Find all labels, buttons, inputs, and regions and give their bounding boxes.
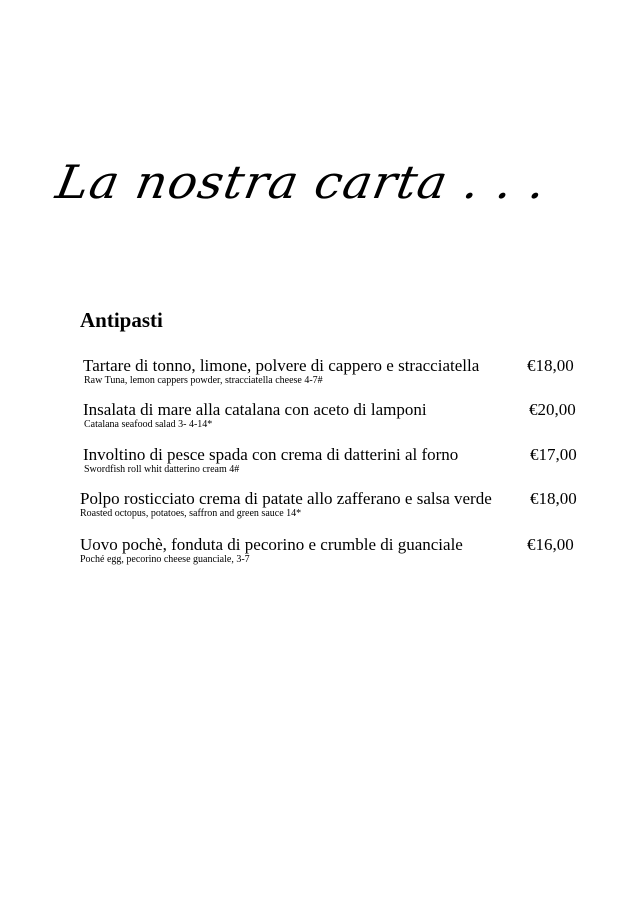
item-price: €16,00 bbox=[527, 535, 574, 554]
item-description: Roasted octopus, potatoes, saffron and green sauce 14* bbox=[80, 508, 302, 519]
item-description: Catalana seafood salad 3- 4-14* bbox=[84, 419, 213, 430]
menu-title: La nostra carta . . . bbox=[52, 155, 552, 209]
item-name: Insalata di mare alla catalana con aceto di lamponi bbox=[83, 400, 427, 419]
item-name: Uovo pochè, fonduta di pecorino e crumble di guanciale bbox=[80, 535, 463, 554]
item-description: Poché egg, pecorino cheese guanciale, 3-7 bbox=[80, 554, 250, 565]
item-price: €20,00 bbox=[529, 400, 576, 419]
item-description: Swordfish roll whit datterino cream 4# bbox=[84, 464, 240, 475]
item-description: Raw Tuna, lemon cappers powder, stracciatella cheese 4-7# bbox=[84, 375, 323, 386]
item-name: Tartare di tonno, limone, polvere di cappero e stracciatella bbox=[83, 356, 480, 375]
item-price: €18,00 bbox=[530, 489, 577, 508]
item-price: €18,00 bbox=[527, 356, 574, 375]
item-name: Involtino di pesce spada con crema di datterini al forno bbox=[83, 445, 459, 464]
item-name: Polpo rosticciato crema di patate allo zafferano e salsa verde bbox=[80, 489, 492, 508]
item-price: €17,00 bbox=[530, 445, 577, 464]
section-title: Antipasti bbox=[80, 308, 163, 332]
